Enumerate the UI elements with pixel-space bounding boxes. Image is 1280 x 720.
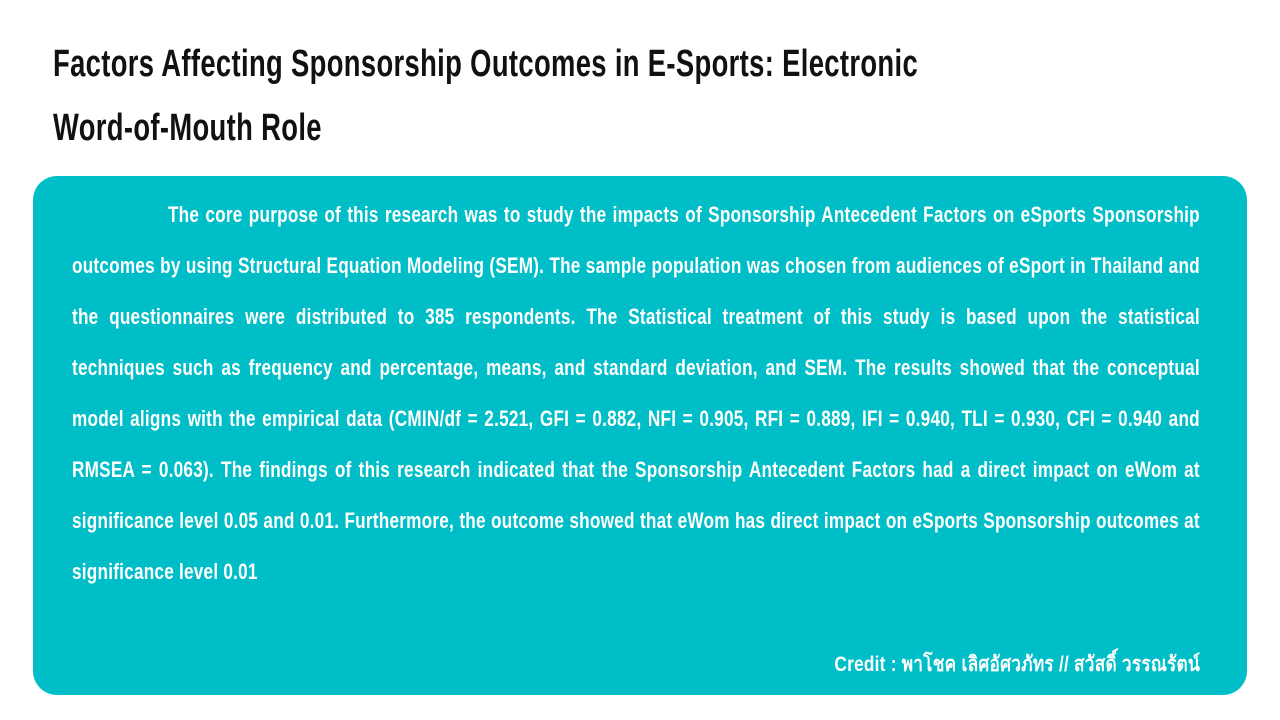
page-title bbox=[53, 32, 1205, 160]
credit-line: Credit : พาโชค เลิศอัศวภัทร // สวัสดิ์ วรรณรัตน์ bbox=[834, 653, 1200, 676]
page-title-line-2: Word-of-Mouth Role bbox=[53, 107, 322, 149]
page-title-line-1: Factors Affecting Sponsorship Outcomes in E-Sports: Electronic bbox=[53, 43, 919, 85]
abstract-paragraph: The core purpose of this research was to study the impacts of Sponsorship Antecedent Factors on eSports Sponsorship outcomes by using Structural Equation Modeling (SEM). The sample population was chosen from audiences of eSport in Thailand and the questionnaires were distributed to 385 respondents. The Statistical treatment of this study is based upon the statistical techniques such as frequency and percentage, means, and standard deviation, and SEM. The results showed that the conceptual model aligns with the empirical data (CMIN/df = 2.521, GFI = 0.882, NFI = 0.905, RFI = 0.889, IFI = 0.940, TLI = 0.930, CFI = 0.940 and RMSEA = 0.063). The findings of this research indicated that the Sponsorship Antecedent Factors had a direct impact on eWom at significance level 0.05 and 0.01. Furthermore, the outcome showed that eWom has direct impact on eSports Sponsorship outcomes at significance level 0.01 bbox=[72, 202, 1200, 584]
abstract-card bbox=[33, 176, 1247, 695]
